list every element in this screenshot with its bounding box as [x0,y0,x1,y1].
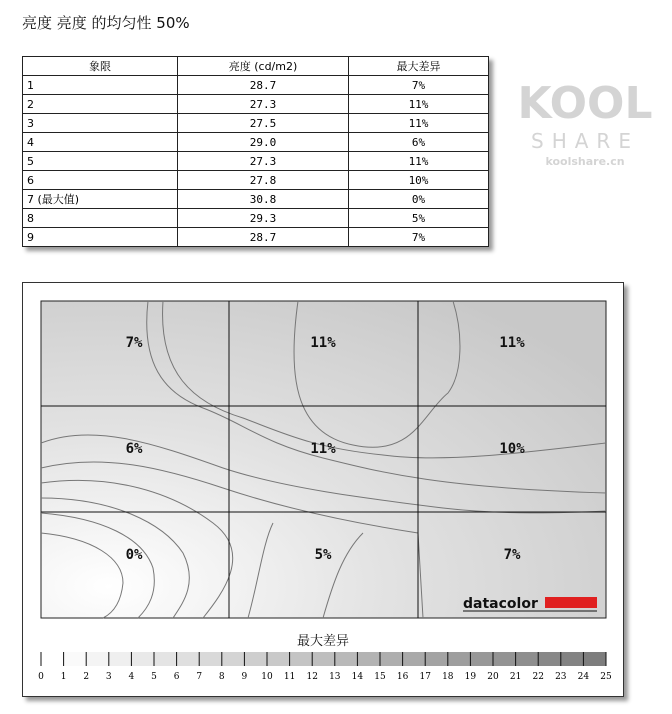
luminance-cell: 29.0 [178,133,349,152]
scale-segment [199,652,222,666]
scale-segment [131,652,154,666]
col-header-luminance: 亮度 (cd/m2) [178,57,349,76]
col-header-max-diff: 最大差异 [349,57,489,76]
max-diff-cell: 6% [349,133,489,152]
luminance-cell: 30.8 [178,190,349,209]
watermark-main: KOOL [517,78,653,129]
scale-tick-label: 17 [419,672,431,682]
scale-segment [177,652,200,666]
scale-tick-label: 15 [374,672,386,682]
table-row [23,133,489,152]
quadrant-cell: 4 [23,133,178,152]
max-diff-cell: 7% [349,76,489,95]
scale-tick-label: 2 [83,672,90,682]
quadrant-cell: 2 [23,95,178,114]
scale-tick-label: 10 [261,672,273,682]
scale-segment [290,652,313,666]
quadrant-value-label: 11% [310,335,336,351]
scale-tick-label: 21 [509,672,522,682]
uniformity-chart [22,282,624,697]
max-diff-cell: 0% [349,190,489,209]
quadrant-value-label: 0% [125,547,143,563]
quadrant-cell: 8 [23,209,178,228]
table-row [23,171,489,190]
table-row [23,209,489,228]
scale-segment [109,652,132,666]
table-row [23,152,489,171]
scale-tick-label: 12 [306,672,318,682]
quadrant-value-label: 7% [125,335,143,351]
watermark-url: koolshare.cn [545,155,625,168]
scale-tick-label: 22 [532,672,544,682]
max-diff-cell: 11% [349,152,489,171]
quadrant-value-label: 10% [499,441,525,457]
scale-tick-label: 1 [60,672,67,682]
quadrant-value-label: 5% [314,547,332,563]
table-row [23,114,489,133]
scale-tick-label: 25 [600,672,612,682]
scale-tick-label: 4 [128,672,135,682]
scale-tick-label: 19 [464,672,477,682]
scale-segment [561,652,584,666]
quadrant-value-label: 11% [499,335,525,351]
scale-tick-label: 24 [577,672,590,682]
luminance-cell: 27.3 [178,152,349,171]
scale-segment [470,652,493,666]
max-diff-cell: 11% [349,95,489,114]
scale-tick-label: 3 [105,672,112,682]
table-row [23,76,489,95]
scale-tick-label: 16 [396,672,409,682]
quadrant-cell: 5 [23,152,178,171]
scale-segment [154,652,177,666]
scale-tick-label: 8 [218,672,225,682]
luminance-cell: 27.5 [178,114,349,133]
scale-tick-label: 20 [487,672,499,682]
max-diff-cell: 5% [349,209,489,228]
scale-segment [64,652,87,666]
quadrant-value-label: 6% [125,441,143,457]
max-diff-cell: 10% [349,171,489,190]
quadrant-value-label: 7% [503,547,521,563]
scale-segment [380,652,403,666]
scale-segment [335,652,358,666]
scale-tick-label: 7 [196,672,203,682]
scale-tick-label: 23 [555,672,567,682]
scale-segment [267,652,290,666]
quadrant-cell: 1 [23,76,178,95]
watermark-sub: SHARE [531,129,639,153]
table-row [23,95,489,114]
scale-segment [425,652,448,666]
scale-tick-label: 6 [173,672,180,682]
scale-segment [516,652,539,666]
scale-tick-label: 5 [151,672,157,682]
table-row [23,190,489,209]
uniformity-table [22,56,489,247]
page-title: 亮度 亮度 的均匀性 50% [22,14,190,32]
datacolor-logo-text: datacolor [463,596,538,612]
scale-segment [86,652,109,666]
watermark [515,80,655,170]
scale-segment [357,652,380,666]
quadrant-value-label: 11% [310,441,336,457]
luminance-cell: 28.7 [178,76,349,95]
max-diff-cell: 11% [349,114,489,133]
scale-tick-label: 11 [283,672,296,682]
scale-segment [448,652,471,666]
scale-segment [403,652,426,666]
table-row [23,228,489,247]
scale-segment [583,652,606,666]
scale-tick-label: 14 [351,672,364,682]
legend-title: 最大差异 [296,634,350,649]
scale-segment [222,652,245,666]
scale-segment [312,652,335,666]
max-diff-cell: 7% [349,228,489,247]
quadrant-cell: 6 [23,171,178,190]
scale-segment [493,652,516,666]
scale-segment [538,652,561,666]
chart-svg [23,283,623,696]
col-header-quadrant: 象限 [23,57,178,76]
luminance-cell: 29.3 [178,209,349,228]
scale-tick-label: 13 [329,672,341,682]
luminance-cell: 27.3 [178,95,349,114]
quadrant-cell: 9 [23,228,178,247]
scale-tick-label: 0 [38,672,44,682]
luminance-cell: 28.7 [178,228,349,247]
scale-tick-label: 9 [241,672,248,682]
luminance-cell: 27.8 [178,171,349,190]
quadrant-cell: 3 [23,114,178,133]
quadrant-cell: 7 (最大值) [23,190,178,209]
scale-tick-label: 18 [442,672,454,682]
scale-segment [244,652,267,666]
scale-segment [41,652,64,666]
